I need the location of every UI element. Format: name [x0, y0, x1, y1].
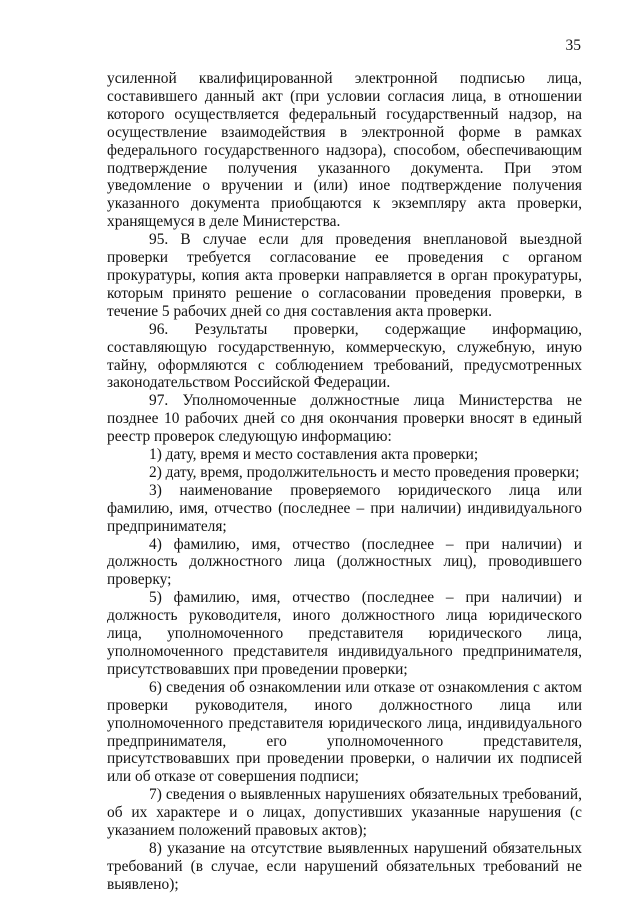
list-item-3: 3) наименование проверяемого юридического лица или фамилию, имя, отчество (последнее – при наличии) индивидуального предпринимателя; [107, 481, 582, 535]
paragraph-continuation: усиленной квалифицированной электронной подписью лица, составившего данный акт (при условии согласия лица, в отношении которого осуществляется федеральный государственный надзор, на осуществление взаимодействия в электронной форме в рамках федерального государственного надзора), способом, обеспечивающим подтверждение получения указанного документа. При этом уведомление о вручении и (или) иное подтверждение получения указанного документа приобщаются к экземпляру акта проверки, хранящемуся в деле Министерства. [107, 70, 582, 231]
list-item-6: 6) сведения об ознакомлении или отказе от ознакомления с актом проверки руководителя, иного должностного лица или уполномоченного представителя юридического лица, индивидуального предпринимателя, его уполномоченного представителя, присутствовавших при проведении проверки, о наличии их подписей или об отказе от совершения подписи; [107, 678, 582, 786]
page-number: 35 [565, 37, 581, 54]
paragraph-95: 95. В случае если для проведения внеплановой выездной проверки требуется согласование ее проведения с органом прокуратуры, копия акта проверки направляется в орган прокуратуры, которым принято решение о согласовании проведения проверки, в течение 5 рабочих дней со дня составления акта проверки. [107, 231, 582, 320]
list-item-4: 4) фамилию, имя, отчество (последнее – при наличии) и должность должностного лица (должностных лиц), проводившего проверку; [107, 535, 582, 589]
list-item-1: 1) дату, время и место составления акта проверки; [149, 446, 479, 464]
list-item-7: 7) сведения о выявленных нарушениях обязательных требований, об их характере и о лицах, допустивших указанные нарушения (с указанием положений правовых актов); [107, 786, 582, 840]
list-item-5: 5) фамилию, имя, отчество (последнее – при наличии) и должность руководителя, иного должностного лица юридического лица, уполномоченного представителя юридического лица, уполномоченного представителя индивидуального предпринимателя, присутствовавших при проведении проверки; [107, 589, 582, 678]
paragraph-96: 96. Результаты проверки, содержащие информацию, составляющую государственную, коммерческую, служебную, иную тайну, оформляются с соблюдением требований, предусмотренных законодательством Российской Федерации. [107, 320, 582, 392]
list-item-2: 2) дату, время, продолжительность и место проведения проверки; [149, 463, 580, 481]
document-body [107, 70, 582, 894]
list-item-8: 8) указание на отсутствие выявленных нарушений обязательных требований (в случае, если нарушений обязательных требований не выявлено); [107, 839, 582, 893]
paragraph-97: 97. Уполномоченные должностные лица Министерства не позднее 10 рабочих дней со дня окончания проверки вносят в единый реестр проверок следующую информацию: [107, 392, 582, 446]
